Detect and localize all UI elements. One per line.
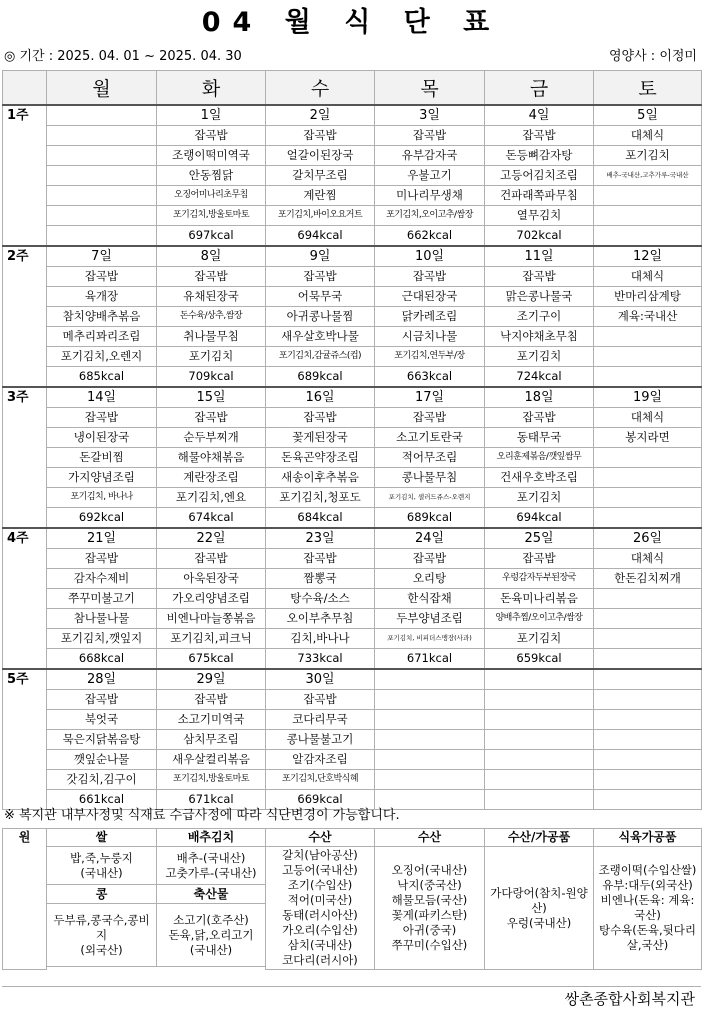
menu-cell	[594, 608, 702, 628]
date-cell: 12일	[594, 246, 702, 267]
kcal-cell: 662kcal	[375, 225, 485, 246]
date-cell: 22일	[157, 528, 266, 549]
menu-row	[3, 487, 702, 507]
menu-cell: 묵은지닭볶음탕	[47, 729, 157, 749]
menu-cell: 감자수제비	[47, 568, 157, 588]
menu-cell: 배추-국내산,고추가루-국내산	[594, 165, 702, 185]
date-cell: 24일	[375, 528, 485, 549]
week-label: 1주	[3, 105, 47, 246]
weekday-thu: 목	[375, 71, 485, 105]
menu-cell: 대체식	[594, 548, 702, 568]
menu-cell: 잡곡밥	[266, 548, 375, 568]
menu-row	[3, 266, 702, 286]
menu-cell: 새우살호박나물	[266, 326, 375, 346]
menu-cell: 포기김치,단호박식혜	[266, 769, 375, 789]
menu-cell	[594, 447, 702, 467]
menu-cell: 포기김치	[594, 145, 702, 165]
menu-cell: 삼치무조림	[157, 729, 266, 749]
kcal-cell: 684kcal	[266, 507, 375, 528]
origin-meatproc: 조랭이떡(수입산쌀) 유부:대두(외국산) 비엔나(돈육: 계육: 국산) 탕수육(돈육,뒷다리살,국산)	[594, 847, 702, 970]
menu-cell: 순두부찌개	[157, 427, 266, 447]
menu-cell: 잡곡밥	[266, 407, 375, 427]
menu-cell: 잡곡밥	[266, 125, 375, 145]
menu-row	[3, 286, 702, 306]
kcal-cell	[594, 789, 702, 809]
kcal-cell: 675kcal	[157, 648, 266, 669]
date-cell: 14일	[47, 387, 157, 408]
date-cell	[594, 669, 702, 690]
menu-cell: 북엇국	[47, 709, 157, 729]
menu-cell: 포기김치,깻잎지	[47, 628, 157, 648]
menu-cell: 건파래쪽파무침	[485, 185, 594, 205]
date-cell: 10일	[375, 246, 485, 267]
origin-header-row	[3, 829, 702, 847]
menu-cell: 취나물무침	[157, 326, 266, 346]
menu-cell: 포기김치,연두부/장	[375, 346, 485, 366]
menu-cell: 쭈꾸미불고기	[47, 588, 157, 608]
menu-row	[3, 749, 702, 769]
menu-row	[3, 225, 702, 246]
date-cell: 19일	[594, 387, 702, 408]
menu-cell: 포기김치,청포도	[266, 487, 375, 507]
menu-cell: 잡곡밥	[485, 407, 594, 427]
menu-cell: 포기김치,바이오요거트	[266, 205, 375, 225]
menu-cell: 어묵무국	[266, 286, 375, 306]
origin-fish2: 오징어(국내산) 낙지(중국산) 해물모듬(국산) 꽃게(파키스탄) 아귀(중국) 쭈꾸미(수입산)	[375, 847, 485, 970]
header-corner	[3, 71, 47, 105]
menu-cell: 갓김치,김구이	[47, 769, 157, 789]
menu-cell: 대체식	[594, 125, 702, 145]
kcal-cell: 674kcal	[157, 507, 266, 528]
menu-cell: 반마리삼계탕	[594, 286, 702, 306]
menu-cell: 미나리무생채	[375, 185, 485, 205]
menu-cell: 한식잡채	[375, 588, 485, 608]
menu-cell	[375, 729, 485, 749]
menu-cell: 참나물나물	[47, 608, 157, 628]
menu-cell	[594, 729, 702, 749]
menu-row	[3, 427, 702, 447]
menu-cell	[594, 467, 702, 487]
date-cell: 4일	[485, 105, 594, 126]
dietitian-text: 영양사 : 이정미	[609, 49, 697, 64]
menu-cell: 잡곡밥	[485, 125, 594, 145]
kcal-cell: 694kcal	[266, 225, 375, 246]
menu-cell: 오징어미나리초무침	[157, 185, 266, 205]
menu-cell: 잡곡밥	[375, 125, 485, 145]
week-label: 2주	[3, 246, 47, 387]
kcal-cell: 709kcal	[157, 366, 266, 387]
menu-cell: 포기김치,방울토마토	[157, 205, 266, 225]
menu-cell: 탕수육/소스	[266, 588, 375, 608]
menu-row	[3, 588, 702, 608]
menu-cell: 소고기토란국	[375, 427, 485, 447]
menu-cell: 근대된장국	[375, 286, 485, 306]
menu-cell: 잡곡밥	[157, 266, 266, 286]
menu-row	[3, 568, 702, 588]
kcal-cell: 689kcal	[375, 507, 485, 528]
menu-cell: 안동찜닭	[157, 165, 266, 185]
menu-cell: 잡곡밥	[47, 407, 157, 427]
weekday-header-row	[3, 71, 702, 105]
menu-cell: 콩나물무침	[375, 467, 485, 487]
menu-cell	[594, 749, 702, 769]
menu-row	[3, 205, 702, 225]
kcal-cell: 685kcal	[47, 366, 157, 387]
menu-cell: 가오리양념조림	[157, 588, 266, 608]
origin-fish1: 갈치(남아공산) 고등어(국내산) 조기(수입산) 적어(미국산) 동태(러시아산) 가오리(수입산) 삼치(국내산) 코다리(러시아)	[266, 847, 375, 970]
kcal-cell	[594, 648, 702, 669]
menu-cell: 잡곡밥	[375, 266, 485, 286]
kcal-cell	[47, 225, 157, 246]
menu-cell: 포기김치, 바나나	[47, 487, 157, 507]
week-date-row	[3, 246, 702, 267]
menu-cell: 돈수육/상추,쌈장	[157, 306, 266, 326]
menu-row	[3, 366, 702, 387]
menu-cell: 조기구이	[485, 306, 594, 326]
menu-cell: 잡곡밥	[47, 548, 157, 568]
menu-row	[3, 648, 702, 669]
menu-row	[3, 326, 702, 346]
kcal-cell: 733kcal	[266, 648, 375, 669]
menu-cell: 포기김치,피크닉	[157, 628, 266, 648]
menu-cell	[375, 749, 485, 769]
menu-cell	[47, 205, 157, 225]
menu-row	[3, 165, 702, 185]
menu-row	[3, 769, 702, 789]
menu-cell: 잡곡밥	[157, 689, 266, 709]
notice-text: ※ 복지관 내부사정및 식재료 수급사정에 따라 식단변경이 가능합니다.	[4, 808, 400, 823]
menu-row	[3, 145, 702, 165]
date-cell: 16일	[266, 387, 375, 408]
menu-cell: 잡곡밥	[485, 548, 594, 568]
menu-cell	[47, 185, 157, 205]
menu-cell: 잡곡밥	[157, 125, 266, 145]
menu-row	[3, 709, 702, 729]
menu-row	[3, 447, 702, 467]
kcal-cell: 669kcal	[266, 789, 375, 809]
menu-cell: 한돈김치찌개	[594, 568, 702, 588]
kcal-cell: 697kcal	[157, 225, 266, 246]
date-cell: 21일	[47, 528, 157, 549]
menu-cell: 포기김치,방울토마토	[157, 769, 266, 789]
date-cell: 15일	[157, 387, 266, 408]
menu-cell: 잡곡밥	[266, 266, 375, 286]
origin-head-rice: 쌀	[47, 829, 157, 847]
kcal-cell: 663kcal	[375, 366, 485, 387]
origin-head-fish3: 수산/가공품	[485, 829, 594, 847]
menu-cell: 짬뽕국	[266, 568, 375, 588]
kcal-cell: 659kcal	[485, 648, 594, 669]
weekday-mon: 월	[47, 71, 157, 105]
menu-cell: 잡곡밥	[47, 689, 157, 709]
date-cell	[47, 105, 157, 126]
date-cell: 17일	[375, 387, 485, 408]
menu-row	[3, 548, 702, 568]
origin-rice: 밥,죽,누룽지 (국내산)	[47, 847, 157, 885]
origin-head-fish1: 수산	[266, 829, 375, 847]
menu-cell: 오리훈제볶음/깻잎쌈무	[485, 447, 594, 467]
date-cell: 26일	[594, 528, 702, 549]
menu-cell	[485, 749, 594, 769]
menu-cell: 비엔나마늘쫑볶음	[157, 608, 266, 628]
menu-cell	[485, 729, 594, 749]
kcal-cell: 724kcal	[485, 366, 594, 387]
menu-cell: 꽃게된장국	[266, 427, 375, 447]
menu-cell: 포기김치, 샐러드쥬스-오렌지	[375, 487, 485, 507]
menu-row	[3, 628, 702, 648]
kcal-cell	[594, 225, 702, 246]
menu-cell: 콩나물불고기	[266, 729, 375, 749]
date-cell: 23일	[266, 528, 375, 549]
date-cell: 9일	[266, 246, 375, 267]
kcal-cell	[594, 366, 702, 387]
menu-cell	[594, 346, 702, 366]
menu-cell: 조랭이떡미역국	[157, 145, 266, 165]
menu-cell	[47, 145, 157, 165]
menu-cell: 돈갈비찜	[47, 447, 157, 467]
date-cell	[485, 669, 594, 690]
weekday-wed: 수	[266, 71, 375, 105]
date-cell: 25일	[485, 528, 594, 549]
origin-table	[2, 828, 702, 970]
menu-cell: 유부감자국	[375, 145, 485, 165]
menu-cell: 양배추찜/오이고추/쌈장	[485, 608, 594, 628]
menu-cell: 열무김치	[485, 205, 594, 225]
menu-row	[3, 346, 702, 366]
menu-cell: 잡곡밥	[485, 266, 594, 286]
menu-cell: 잡곡밥	[157, 548, 266, 568]
menu-row	[3, 185, 702, 205]
week-date-row	[3, 528, 702, 549]
kcal-cell: 671kcal	[157, 789, 266, 809]
week-date-row	[3, 387, 702, 408]
menu-cell	[594, 628, 702, 648]
menu-cell: 갈치무조림	[266, 165, 375, 185]
menu-cell: 포기김치,오렌지	[47, 346, 157, 366]
menu-cell: 닭카레조림	[375, 306, 485, 326]
menu-cell: 적어무조림	[375, 447, 485, 467]
origin-fish3: 가다랑어(참치-원양산) 우렁(국내산)	[485, 847, 594, 970]
menu-cell	[47, 125, 157, 145]
date-cell: 7일	[47, 246, 157, 267]
menu-cell: 잡곡밥	[47, 266, 157, 286]
menu-cell: 아욱된장국	[157, 568, 266, 588]
page-title: 04 월 식 단 표	[201, 7, 502, 38]
week-date-row	[3, 105, 702, 126]
menu-cell	[594, 205, 702, 225]
menu-cell: 잡곡밥	[375, 548, 485, 568]
date-cell: 28일	[47, 669, 157, 690]
menu-cell	[485, 769, 594, 789]
menu-cell: 대체식	[594, 266, 702, 286]
menu-cell	[375, 769, 485, 789]
menu-cell: 포기김치,감귤쥬스(컵)	[266, 346, 375, 366]
kcal-cell: 668kcal	[47, 648, 157, 669]
menu-cell	[375, 689, 485, 709]
weekday-sat: 토	[594, 71, 702, 105]
menu-cell: 시금치나물	[375, 326, 485, 346]
menu-cell: 대체식	[594, 407, 702, 427]
menu-cell: 알감자조림	[266, 749, 375, 769]
menu-cell: 오리탕	[375, 568, 485, 588]
date-cell: 11일	[485, 246, 594, 267]
origin-head-fish2: 수산	[375, 829, 485, 847]
menu-cell: 냉이된장국	[47, 427, 157, 447]
date-cell: 29일	[157, 669, 266, 690]
menu-cell: 돈등뼈감자탕	[485, 145, 594, 165]
menu-cell: 잡곡밥	[157, 407, 266, 427]
menu-cell: 돈육미나리볶음	[485, 588, 594, 608]
menu-cell: 두부양념조림	[375, 608, 485, 628]
date-cell: 8일	[157, 246, 266, 267]
date-cell: 30일	[266, 669, 375, 690]
menu-cell: 동태무국	[485, 427, 594, 447]
organization-name: 쌍촌종합사회복지관	[564, 990, 695, 1008]
menu-cell: 돈육곤약장조림	[266, 447, 375, 467]
menu-cell: 계육:국내산	[594, 306, 702, 326]
menu-cell: 포기김치	[157, 346, 266, 366]
date-cell: 1일	[157, 105, 266, 126]
origin-head-kimchi: 배추김치	[157, 829, 266, 847]
menu-cell	[594, 769, 702, 789]
menu-cell: 코다리무국	[266, 709, 375, 729]
menu-cell: 우렁감자두부된장국	[485, 568, 594, 588]
menu-cell: 우불고기	[375, 165, 485, 185]
menu-cell: 고등어김치조림	[485, 165, 594, 185]
menu-cell	[594, 326, 702, 346]
kcal-cell: 671kcal	[375, 648, 485, 669]
menu-cell: 김치,바나나	[266, 628, 375, 648]
menu-cell: 포기김치	[485, 487, 594, 507]
date-cell: 3일	[375, 105, 485, 126]
weekday-fri: 금	[485, 71, 594, 105]
period-text: ◎ 기간 : 2025. 04. 01 ~ 2025. 04. 30	[4, 49, 242, 64]
menu-cell: 해물야채볶음	[157, 447, 266, 467]
menu-cell: 건새우호박조림	[485, 467, 594, 487]
menu-row	[3, 125, 702, 145]
footer-divider	[2, 986, 701, 987]
menu-table	[2, 70, 702, 810]
menu-row	[3, 608, 702, 628]
menu-cell: 소고기미역국	[157, 709, 266, 729]
menu-cell: 포기김치,오이고추/쌈장	[375, 205, 485, 225]
menu-cell	[594, 689, 702, 709]
kcal-cell: 661kcal	[47, 789, 157, 809]
origin-kimchi: 배추-(국내산) 고춧가루-(국내산)	[157, 847, 266, 885]
kcal-cell	[485, 789, 594, 809]
menu-cell	[485, 709, 594, 729]
menu-row	[3, 689, 702, 709]
weekday-tue: 화	[157, 71, 266, 105]
menu-cell	[594, 487, 702, 507]
date-cell: 18일	[485, 387, 594, 408]
date-cell: 2일	[266, 105, 375, 126]
menu-row	[3, 306, 702, 326]
menu-cell	[47, 165, 157, 185]
menu-cell: 맑은콩나물국	[485, 286, 594, 306]
menu-cell: 새우살컬리볶음	[157, 749, 266, 769]
origin-head-livestock: 축산물	[157, 885, 266, 904]
week-label: 3주	[3, 387, 47, 528]
menu-row	[3, 729, 702, 749]
menu-cell: 포기김치, 비피더스맹장(사과)	[375, 628, 485, 648]
menu-cell: 육개장	[47, 286, 157, 306]
menu-cell: 참치양배추볶음	[47, 306, 157, 326]
kcal-cell: 702kcal	[485, 225, 594, 246]
menu-row	[3, 407, 702, 427]
menu-cell: 낙지야채초무침	[485, 326, 594, 346]
week-label: 5주	[3, 669, 47, 810]
menu-cell	[594, 709, 702, 729]
menu-cell: 오이부추무침	[266, 608, 375, 628]
origin-livestock: 소고기(호주산) 돈육,닭,오리고기 (국내산)	[157, 904, 266, 967]
menu-cell: 새송이후추볶음	[266, 467, 375, 487]
menu-cell: 봉지라면	[594, 427, 702, 447]
menu-cell: 계란찜	[266, 185, 375, 205]
menu-row	[3, 507, 702, 528]
menu-cell	[594, 588, 702, 608]
menu-cell: 잡곡밥	[375, 407, 485, 427]
menu-cell: 계란장조림	[157, 467, 266, 487]
menu-row	[3, 467, 702, 487]
kcal-cell: 689kcal	[266, 366, 375, 387]
date-cell: 5일	[594, 105, 702, 126]
origin-head-meatproc: 식육가공품	[594, 829, 702, 847]
week-date-row	[3, 669, 702, 690]
menu-cell: 가지양념조림	[47, 467, 157, 487]
kcal-cell: 692kcal	[47, 507, 157, 528]
menu-cell: 유채된장국	[157, 286, 266, 306]
menu-cell: 메추리꽈리조림	[47, 326, 157, 346]
menu-cell: 포기김치	[485, 346, 594, 366]
date-cell	[375, 669, 485, 690]
kcal-cell: 694kcal	[485, 507, 594, 528]
origin-bean: 두부류,콩국수,콩비지 (외국산)	[47, 904, 157, 967]
menu-cell: 포기김치,엔요	[157, 487, 266, 507]
menu-cell	[485, 689, 594, 709]
menu-cell: 아귀콩나물찜	[266, 306, 375, 326]
menu-cell: 깻잎순나물	[47, 749, 157, 769]
origin-corner: 원	[3, 829, 47, 970]
menu-cell	[594, 185, 702, 205]
menu-cell	[375, 709, 485, 729]
origin-head-bean: 콩	[47, 885, 157, 904]
menu-cell: 잡곡밥	[266, 689, 375, 709]
menu-cell: 포기김치	[485, 628, 594, 648]
week-label: 4주	[3, 528, 47, 669]
kcal-cell	[594, 507, 702, 528]
menu-cell: 얼갈이된장국	[266, 145, 375, 165]
